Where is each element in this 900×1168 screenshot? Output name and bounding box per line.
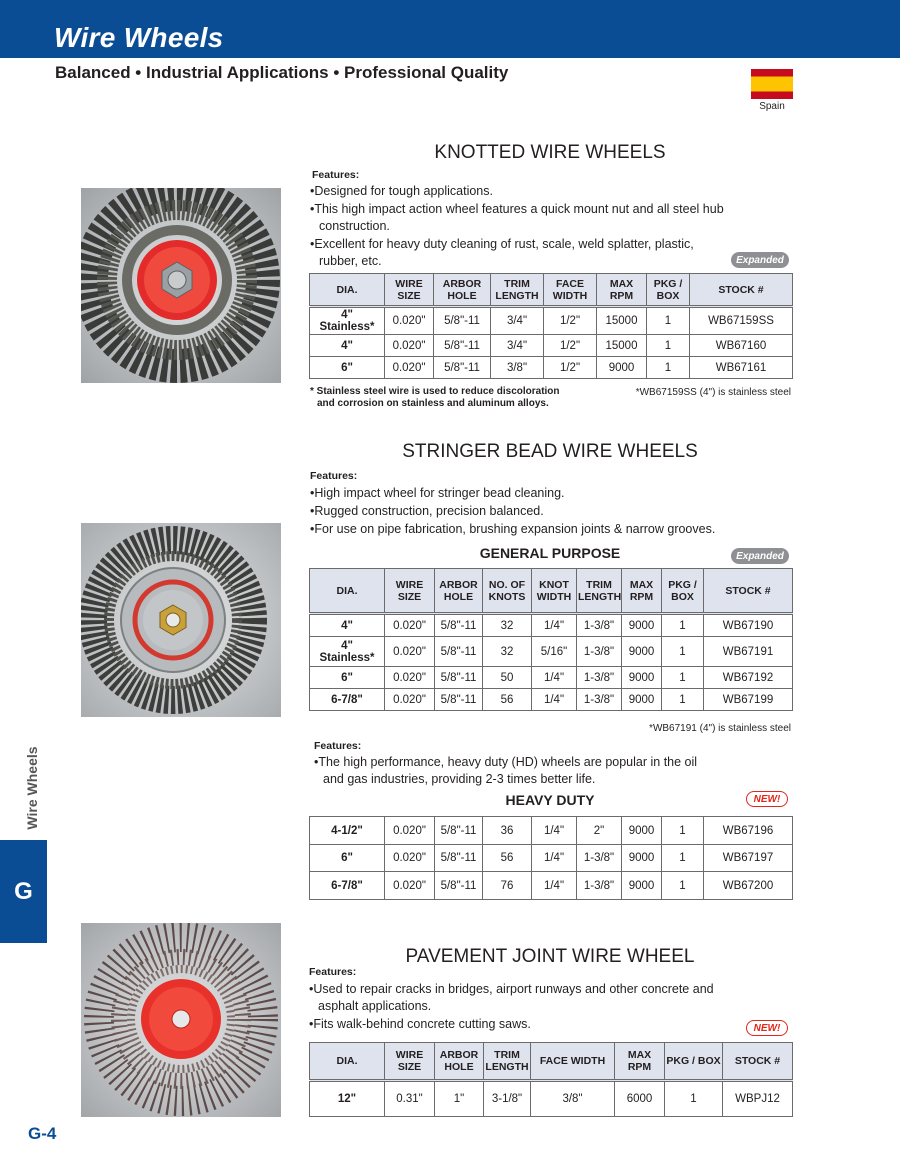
stock-number: WB67192 — [704, 667, 793, 689]
stock-number: WB67196 — [704, 817, 793, 845]
stringer-section-title: STRINGER BEAD WIRE WHEELS — [402, 441, 698, 462]
table-cell: 1 — [665, 1081, 723, 1117]
page-subtitle: Balanced • Industrial Applications • Professional Quality — [55, 63, 509, 82]
table-row — [310, 667, 793, 689]
knotted-section-title: KNOTTED WIRE WHEELS — [434, 142, 666, 163]
table-cell: 5/8"-11 — [434, 357, 491, 379]
feature-item: • Rugged construction, precision balanced. — [310, 503, 750, 520]
table-cell: 5/8"-11 — [435, 637, 483, 667]
table-cell: 3/4" — [491, 335, 544, 357]
table-row — [310, 307, 793, 335]
knotted-spec-table — [309, 273, 793, 379]
table-cell: 1 — [647, 307, 690, 335]
table-cell: 5/8"-11 — [435, 689, 483, 711]
table-cell: 3-1/8" — [484, 1081, 531, 1117]
table-cell: 0.31" — [385, 1081, 435, 1117]
heavy-duty-spec-table — [309, 816, 793, 900]
table-row — [310, 357, 793, 379]
column-header: WIRE SIZE — [385, 1043, 435, 1081]
expanded-badge: Expanded — [731, 252, 789, 268]
feature-item: • Designed for tough applications. — [310, 183, 730, 200]
dia-cell: 6-7/8" — [310, 689, 385, 711]
table-cell: 3/8" — [531, 1081, 615, 1117]
table-cell: 5/8"-11 — [435, 614, 483, 637]
column-header: PKG / BOX — [647, 274, 690, 307]
table-cell: 56 — [483, 689, 532, 711]
table-cell: 9000 — [622, 614, 662, 637]
table-cell: 56 — [483, 845, 532, 872]
heavy-duty-heading: HEAVY DUTY — [505, 792, 595, 808]
stock-number: WB67199 — [704, 689, 793, 711]
stringer-bead-wheel-image — [81, 523, 281, 717]
dia-cell: 4" Stainless* — [310, 637, 385, 667]
table-cell: 0.020" — [385, 307, 434, 335]
table-cell: 1/4" — [532, 689, 577, 711]
column-header: MAX RPM — [622, 569, 662, 614]
side-section-label: Wire Wheels — [24, 746, 40, 830]
column-header: FACE WIDTH — [531, 1043, 615, 1081]
stringer-features-label: Features: — [310, 470, 358, 482]
table-cell: 1 — [662, 637, 704, 667]
stringer-stainless-note: *WB67191 (4") is stainless steel — [649, 723, 791, 734]
table-cell: 3/4" — [491, 307, 544, 335]
table-cell: 0.020" — [385, 357, 434, 379]
knotted-features-label: Features: — [312, 169, 360, 181]
table-cell: 1 — [662, 845, 704, 872]
column-header: TRIM LENGTH — [491, 274, 544, 307]
stock-number: WB67159SS — [690, 307, 793, 335]
feature-item: • The high performance, heavy duty (HD) wheels are popular in the oil and gas industries, providing 2-3 times better life. — [314, 754, 704, 788]
pavement-wheel-illustration — [81, 923, 281, 1117]
table-cell: 6000 — [615, 1081, 665, 1117]
table-cell: 1/4" — [532, 845, 577, 872]
stringer-features-list — [310, 485, 750, 539]
table-cell: 5/8"-11 — [435, 872, 483, 900]
table-cell: 1 — [662, 817, 704, 845]
column-header: STOCK # — [723, 1043, 793, 1081]
table-row — [310, 872, 793, 900]
feature-item: • Excellent for heavy duty cleaning of rust, scale, weld splatter, plastic, rubber, etc. — [310, 236, 730, 270]
table-cell: 0.020" — [385, 637, 435, 667]
column-header: KNOT WIDTH — [532, 569, 577, 614]
stock-number: WB67200 — [704, 872, 793, 900]
new-badge: NEW! — [746, 791, 788, 807]
column-header: DIA. — [310, 1043, 385, 1081]
stock-number: WB67191 — [704, 637, 793, 667]
expanded-badge: Expanded — [731, 548, 789, 564]
table-cell: 15000 — [597, 307, 647, 335]
column-header: TRIM LENGTH — [484, 1043, 531, 1081]
stock-number: WB67161 — [690, 357, 793, 379]
column-header: FACE WIDTH — [544, 274, 597, 307]
stringer-wheel-illustration — [81, 523, 281, 717]
pavement-section-title: PAVEMENT JOINT WIRE WHEEL — [405, 946, 695, 967]
table-cell: 9000 — [622, 637, 662, 667]
column-header: MAX RPM — [615, 1043, 665, 1081]
column-header: ARBOR HOLE — [435, 569, 483, 614]
table-cell: 1 — [662, 872, 704, 900]
feature-item: • High impact wheel for stringer bead cleaning. — [310, 485, 750, 502]
table-cell: 9000 — [622, 689, 662, 711]
table-cell: 9000 — [622, 667, 662, 689]
table-cell: 1 — [647, 357, 690, 379]
section-tab: G — [0, 840, 47, 943]
table-row — [310, 689, 793, 711]
table-row — [310, 817, 793, 845]
table-cell: 1/4" — [532, 817, 577, 845]
table-cell: 1/4" — [532, 872, 577, 900]
column-header: STOCK # — [704, 569, 793, 614]
table-cell: 5/8"-11 — [435, 817, 483, 845]
table-cell: 1/4" — [532, 667, 577, 689]
table-row — [310, 637, 793, 667]
heavy-duty-features-list — [314, 754, 704, 789]
pavement-joint-wheel-image — [81, 923, 281, 1117]
spain-flag-icon — [751, 69, 793, 99]
table-cell: 1-3/8" — [577, 689, 622, 711]
column-header: DIA. — [310, 274, 385, 307]
table-row — [310, 335, 793, 357]
general-purpose-heading: GENERAL PURPOSE — [479, 545, 621, 561]
knotted-footnote: * Stainless steel wire is used to reduce discoloration and corrosion on stainless and aluminum alloys. — [310, 386, 560, 409]
feature-item: • Used to repair cracks in bridges, airport runways and other concrete and asphalt applications. — [309, 981, 729, 1015]
table-cell: 1 — [662, 667, 704, 689]
table-cell: 1 — [662, 689, 704, 711]
table-cell: 0.020" — [385, 817, 435, 845]
dia-cell: 6" — [310, 357, 385, 379]
table-cell: 50 — [483, 667, 532, 689]
knotted-wheel-illustration — [81, 188, 281, 383]
pavement-features-list — [309, 981, 729, 1034]
table-cell: 9000 — [597, 357, 647, 379]
feature-item: • This high impact action wheel features a quick mount nut and all steel hub construction. — [310, 201, 730, 235]
knotted-stainless-note: *WB67159SS (4") is stainless steel — [635, 387, 791, 398]
dia-cell: 4" — [310, 614, 385, 637]
dia-cell: 4-1/2" — [310, 817, 385, 845]
table-cell: 32 — [483, 637, 532, 667]
column-header: WIRE SIZE — [385, 274, 434, 307]
table-cell: 0.020" — [385, 667, 435, 689]
column-header: NO. OF KNOTS — [483, 569, 532, 614]
page-title: Wire Wheels — [54, 22, 224, 53]
dia-cell: 6" — [310, 667, 385, 689]
table-cell: 1-3/8" — [577, 667, 622, 689]
table-cell: 1-3/8" — [577, 872, 622, 900]
knotted-wire-wheel-image — [81, 188, 281, 383]
table-cell: 1-3/8" — [577, 637, 622, 667]
dia-cell: 4" Stainless* — [310, 307, 385, 335]
stock-number: WB67197 — [704, 845, 793, 872]
table-cell: 9000 — [622, 872, 662, 900]
table-cell: 1-3/8" — [577, 614, 622, 637]
table-cell: 5/8"-11 — [434, 335, 491, 357]
column-header: PKG / BOX — [665, 1043, 723, 1081]
table-cell: 0.020" — [385, 845, 435, 872]
dia-cell: 12" — [310, 1081, 385, 1117]
feature-item: • For use on pipe fabrication, brushing expansion joints & narrow grooves. — [310, 521, 750, 538]
stock-number: WBPJ12 — [723, 1081, 793, 1117]
table-cell: 3/8" — [491, 357, 544, 379]
table-cell: 2" — [577, 817, 622, 845]
column-header: MAX RPM — [597, 274, 647, 307]
table-row — [310, 614, 793, 637]
table-cell: 5/8"-11 — [435, 667, 483, 689]
table-cell: 0.020" — [385, 872, 435, 900]
column-header: DIA. — [310, 569, 385, 614]
country-of-origin: Spain — [759, 101, 785, 112]
table-cell: 5/16" — [532, 637, 577, 667]
column-header: STOCK # — [690, 274, 793, 307]
knotted-features-list — [310, 183, 730, 271]
table-cell: 1 — [647, 335, 690, 357]
table-cell: 15000 — [597, 335, 647, 357]
table-cell: 9000 — [622, 817, 662, 845]
feature-item: • Fits walk-behind concrete cutting saws. — [309, 1016, 729, 1033]
column-header: WIRE SIZE — [385, 569, 435, 614]
column-header: PKG / BOX — [662, 569, 704, 614]
dia-cell: 6" — [310, 845, 385, 872]
table-row — [310, 1081, 793, 1117]
table-cell: 1 — [662, 614, 704, 637]
table-row — [310, 845, 793, 872]
table-cell: 9000 — [622, 845, 662, 872]
page-number: G-4 — [28, 1124, 57, 1143]
dia-cell: 4" — [310, 335, 385, 357]
pavement-spec-table — [309, 1042, 793, 1117]
stock-number: WB67160 — [690, 335, 793, 357]
table-cell: 76 — [483, 872, 532, 900]
column-header: TRIM LENGTH — [577, 569, 622, 614]
table-cell: 1/2" — [544, 335, 597, 357]
dia-cell: 6-7/8" — [310, 872, 385, 900]
table-cell: 1/4" — [532, 614, 577, 637]
table-cell: 36 — [483, 817, 532, 845]
table-cell: 5/8"-11 — [434, 307, 491, 335]
table-cell: 0.020" — [385, 335, 434, 357]
column-header: ARBOR HOLE — [435, 1043, 484, 1081]
general-purpose-spec-table — [309, 568, 793, 711]
table-cell: 1" — [435, 1081, 484, 1117]
table-cell: 1/2" — [544, 307, 597, 335]
pavement-features-label: Features: — [309, 966, 357, 978]
column-header: ARBOR HOLE — [434, 274, 491, 307]
table-cell: 5/8"-11 — [435, 845, 483, 872]
table-cell: 0.020" — [385, 614, 435, 637]
stock-number: WB67190 — [704, 614, 793, 637]
new-badge: NEW! — [746, 1020, 788, 1036]
heavy-duty-features-label: Features: — [314, 740, 362, 752]
table-cell: 1-3/8" — [577, 845, 622, 872]
table-cell: 1/2" — [544, 357, 597, 379]
table-cell: 0.020" — [385, 689, 435, 711]
table-cell: 32 — [483, 614, 532, 637]
